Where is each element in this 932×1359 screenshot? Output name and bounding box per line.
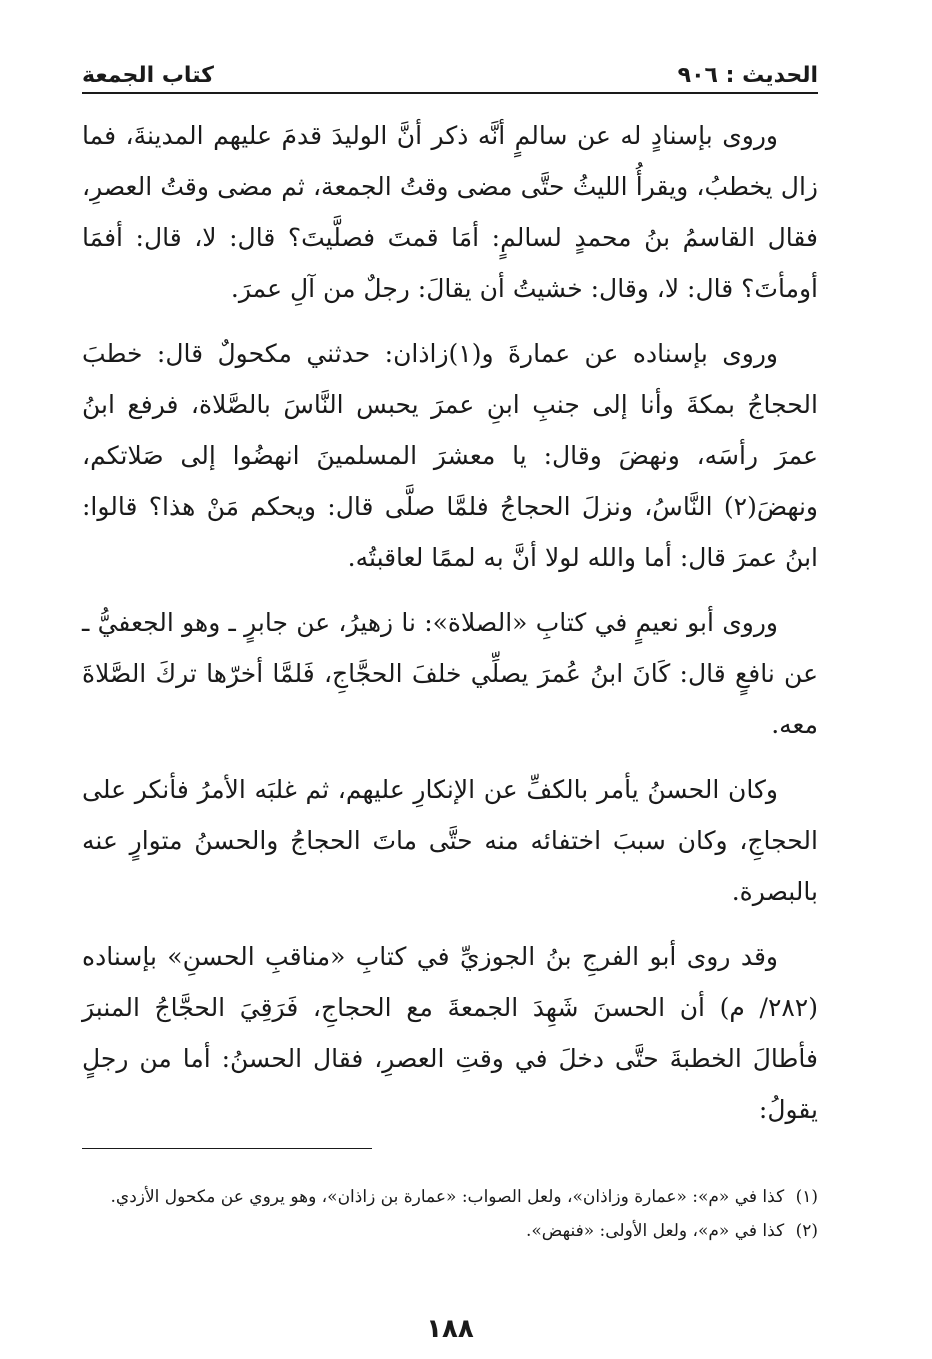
paragraph: وقد روى أبو الفرجِ بنُ الجوزيِّ في كتابِ «مناقبِ الحسنِ» بإسناده (٢٨٢/ م) أن الحسنَ شَهِدَ الجمعةَ مع الحجاجِ، فَرَقِيَ الحجَّاجُ المنبرَ فأطالَ الخطبةَ حتَّى دخلَ في وقتِ العصرِ، فقال الحسنُ: أما من رجلٍ يقولُ: [82, 942, 818, 1124]
book-page [82, 52, 818, 1342]
footnote [82, 1214, 818, 1248]
footnote-divider [82, 1148, 372, 1149]
paragraph: وروى بإسناده عن عمارةَ و(١)زاذان: حدثني مكحولٌ قال: خطبَ الحجاجُ بمكةَ وأنا إلى جنبِ ابنِ عمرَ يحبس النَّاسَ بالصَّلاة، فرفع ابنُ عمرَ رأسَه، ونهضَ وقال: يا معشرَ المسلمينَ انهضُوا إلى صَلاتكم، ونهضَ(٢) النَّاسُ، ونزلَ الحجاجُ فلمَّا صلَّى قال: ويحكم مَنْ هذا؟ قالوا: ابنُ عمرَ قال: أما والله لولا أنَّ به لممًا لعاقبتُه. [82, 339, 818, 572]
footnote [82, 1180, 818, 1214]
footnote-text: كذا في «م»، ولعل الأولى: «فنهض». [526, 1221, 785, 1241]
footnote-text: كذا في «م»: «عمارة وزاذان»، ولعل الصواب: «عمارة بن زاذان»، وهو يروي عن مكحول الأزدي. [110, 1187, 785, 1207]
footnotes [82, 1180, 818, 1248]
book-title: كتاب الجمعة [82, 63, 214, 88]
main-text [82, 110, 818, 1149]
paragraph: وروى أبو نعيمٍ في كتابِ «الصلاة»: نا زهيرُ، عن جابرٍ ـ وهو الجعفيُّ ـ عن نافعٍ قال: كَانَ ابنُ عُمرَ يصلِّي خلفَ الحجَّاجِ، فَلمَّا أخرّها تركَ الصَّلاةَ معه. [82, 608, 818, 739]
running-header [82, 52, 818, 94]
paragraph: وروى بإسنادٍ له عن سالمٍ أنَّه ذكر أنَّ الوليدَ قدمَ عليهم المدينةَ، فما زال يخطبُ، ويقرأُ الليثُ حتَّى مضى وقتُ الجمعة، ثم مضى وقتُ العصرِ، فقال القاسمُ بنُ محمدٍ لسالمٍ: أمَا قمتَ فصلَّيتَ؟ قال: لا، قال: أفمَا أومأتَ؟ قال: لا، وقال: خشيتُ أن يقالَ: رجلٌ من آلِ عمرَ. [82, 121, 818, 303]
footnote-number: (١) [795, 1187, 818, 1207]
page-number: ١٨٨ [426, 1314, 474, 1344]
hadith-reference: الحديث : ٩٠٦ [677, 63, 818, 88]
paragraph: وكان الحسنُ يأمر بالكفِّ عن الإنكارِ عليهم، ثم غلبَه الأمرُ فأنكر على الحجاجِ، وكان سببَ اختفائه منه حتَّى ماتَ الحجاجُ والحسنُ متوارٍ عنه بالبصرة. [82, 775, 818, 906]
footnote-number: (٢) [795, 1221, 818, 1241]
